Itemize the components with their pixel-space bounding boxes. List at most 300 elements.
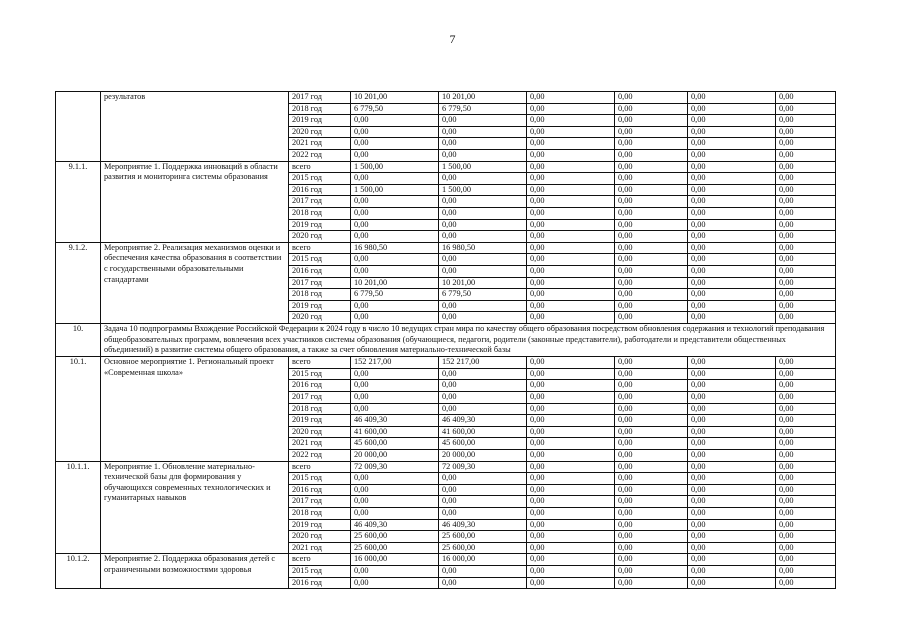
amount-cell: 0,00 [776, 554, 836, 566]
amount-cell: 0,00 [776, 254, 836, 266]
amount-cell: 0,00 [527, 207, 615, 219]
amount-cell: 0,00 [527, 289, 615, 301]
amount-cell: 20 000,00 [439, 450, 527, 462]
amount-cell: 0,00 [439, 149, 527, 161]
amount-cell: 0,00 [351, 507, 439, 519]
amount-cell: 0,00 [527, 103, 615, 115]
amount-cell: 0,00 [688, 426, 776, 438]
amount-cell: 0,00 [688, 357, 776, 369]
amount-cell: 0,00 [688, 196, 776, 208]
amount-cell: 0,00 [688, 450, 776, 462]
amount-cell: 0,00 [527, 484, 615, 496]
amount-cell: 0,00 [439, 403, 527, 415]
amount-cell: 0,00 [688, 415, 776, 427]
amount-cell: 0,00 [688, 149, 776, 161]
item-name: результатов [101, 92, 289, 162]
amount-cell: 0,00 [615, 426, 688, 438]
amount-cell: 0,00 [776, 300, 836, 312]
amount-cell: 0,00 [688, 219, 776, 231]
amount-cell: 0,00 [527, 173, 615, 185]
amount-cell: 0,00 [351, 254, 439, 266]
amount-cell: 0,00 [688, 277, 776, 289]
period-cell: 2020 год [289, 231, 351, 243]
amount-cell: 0,00 [439, 207, 527, 219]
period-cell: 2021 год [289, 138, 351, 150]
amount-cell: 16 000,00 [351, 554, 439, 566]
amount-cell: 0,00 [615, 92, 688, 104]
amount-cell: 6 779,50 [439, 289, 527, 301]
amount-cell: 0,00 [439, 507, 527, 519]
period-cell: 2019 год [289, 415, 351, 427]
amount-cell: 0,00 [688, 565, 776, 577]
amount-cell: 0,00 [615, 277, 688, 289]
amount-cell: 0,00 [615, 312, 688, 324]
period-cell: 2016 год [289, 265, 351, 277]
amount-cell: 0,00 [527, 565, 615, 577]
amount-cell: 0,00 [439, 473, 527, 485]
amount-cell: 0,00 [776, 380, 836, 392]
amount-cell: 0,00 [776, 138, 836, 150]
amount-cell: 0,00 [527, 450, 615, 462]
table-row [56, 161, 836, 173]
amount-cell: 46 409,30 [351, 519, 439, 531]
amount-cell: 0,00 [688, 554, 776, 566]
amount-cell: 0,00 [527, 219, 615, 231]
amount-cell: 45 600,00 [351, 438, 439, 450]
period-cell: 2018 год [289, 289, 351, 301]
amount-cell: 1 500,00 [351, 161, 439, 173]
amount-cell: 0,00 [615, 519, 688, 531]
amount-cell: 0,00 [351, 484, 439, 496]
amount-cell: 0,00 [351, 115, 439, 127]
amount-cell: 0,00 [615, 415, 688, 427]
amount-cell: 0,00 [688, 115, 776, 127]
period-cell: 2016 год [289, 577, 351, 589]
amount-cell: 0,00 [439, 565, 527, 577]
amount-cell: 0,00 [439, 254, 527, 266]
period-cell: всего [289, 461, 351, 473]
amount-cell: 0,00 [615, 103, 688, 115]
amount-cell: 0,00 [688, 531, 776, 543]
amount-cell: 0,00 [776, 438, 836, 450]
amount-cell: 0,00 [776, 265, 836, 277]
amount-cell: 0,00 [615, 207, 688, 219]
amount-cell: 0,00 [527, 380, 615, 392]
amount-cell: 0,00 [776, 126, 836, 138]
amount-cell: 152 217,00 [351, 357, 439, 369]
amount-cell: 0,00 [527, 507, 615, 519]
amount-cell: 0,00 [776, 531, 836, 543]
amount-cell: 0,00 [688, 507, 776, 519]
amount-cell: 0,00 [776, 357, 836, 369]
period-cell: 2016 год [289, 484, 351, 496]
period-cell: 2015 год [289, 173, 351, 185]
amount-cell: 46 409,30 [439, 519, 527, 531]
period-cell: 2018 год [289, 507, 351, 519]
amount-cell: 0,00 [527, 126, 615, 138]
amount-cell: 0,00 [615, 450, 688, 462]
amount-cell: 0,00 [688, 392, 776, 404]
period-cell: 2020 год [289, 312, 351, 324]
amount-cell: 0,00 [527, 231, 615, 243]
amount-cell: 0,00 [439, 484, 527, 496]
amount-cell: 0,00 [527, 531, 615, 543]
amount-cell: 0,00 [439, 126, 527, 138]
item-number: 10.1.2. [56, 554, 101, 589]
amount-cell: 0,00 [615, 531, 688, 543]
amount-cell: 0,00 [351, 380, 439, 392]
amount-cell: 0,00 [351, 368, 439, 380]
amount-cell: 0,00 [776, 92, 836, 104]
amount-cell: 0,00 [688, 173, 776, 185]
period-cell: 2022 год [289, 450, 351, 462]
amount-cell: 41 600,00 [439, 426, 527, 438]
item-name: Мероприятие 1. Обновление материально-технической базы для формирования у обучающихся современных технологических и гуманитарных навыков [101, 461, 289, 554]
amount-cell: 16 980,50 [439, 242, 527, 254]
period-cell: 2017 год [289, 496, 351, 508]
item-number: 9.1.1. [56, 161, 101, 242]
period-cell: 2020 год [289, 531, 351, 543]
amount-cell: 0,00 [688, 403, 776, 415]
amount-cell: 0,00 [776, 207, 836, 219]
amount-cell: 0,00 [776, 289, 836, 301]
amount-cell: 0,00 [688, 496, 776, 508]
period-cell: 2018 год [289, 207, 351, 219]
amount-cell: 0,00 [615, 242, 688, 254]
amount-cell: 20 000,00 [351, 450, 439, 462]
amount-cell: 0,00 [527, 196, 615, 208]
amount-cell: 0,00 [776, 473, 836, 485]
amount-cell: 0,00 [527, 496, 615, 508]
table-row [56, 92, 836, 104]
amount-cell: 72 009,30 [439, 461, 527, 473]
period-cell: 2016 год [289, 184, 351, 196]
budget-table [55, 91, 836, 589]
amount-cell: 0,00 [688, 254, 776, 266]
amount-cell: 0,00 [615, 484, 688, 496]
amount-cell: 0,00 [776, 277, 836, 289]
amount-cell: 0,00 [439, 577, 527, 589]
amount-cell: 0,00 [527, 149, 615, 161]
amount-cell: 0,00 [776, 184, 836, 196]
amount-cell: 0,00 [439, 368, 527, 380]
amount-cell: 0,00 [351, 392, 439, 404]
amount-cell: 0,00 [688, 207, 776, 219]
amount-cell: 0,00 [615, 126, 688, 138]
amount-cell: 0,00 [615, 149, 688, 161]
amount-cell: 0,00 [527, 438, 615, 450]
amount-cell: 0,00 [688, 126, 776, 138]
amount-cell: 72 009,30 [351, 461, 439, 473]
period-cell: всего [289, 161, 351, 173]
amount-cell: 0,00 [776, 312, 836, 324]
amount-cell: 25 600,00 [351, 531, 439, 543]
amount-cell: 0,00 [527, 415, 615, 427]
period-cell: 2017 год [289, 92, 351, 104]
amount-cell: 0,00 [527, 426, 615, 438]
amount-cell: 0,00 [527, 357, 615, 369]
amount-cell: 1 500,00 [439, 161, 527, 173]
amount-cell: 0,00 [351, 473, 439, 485]
amount-cell: 0,00 [527, 392, 615, 404]
amount-cell: 0,00 [615, 507, 688, 519]
period-cell: 2019 год [289, 300, 351, 312]
amount-cell: 16 000,00 [439, 554, 527, 566]
amount-cell: 0,00 [351, 231, 439, 243]
item-number: 9.1.2. [56, 242, 101, 323]
amount-cell: 0,00 [688, 542, 776, 554]
amount-cell: 0,00 [688, 161, 776, 173]
amount-cell: 0,00 [688, 312, 776, 324]
amount-cell: 6 779,50 [351, 289, 439, 301]
amount-cell: 0,00 [351, 126, 439, 138]
amount-cell: 0,00 [351, 312, 439, 324]
amount-cell: 10 201,00 [351, 92, 439, 104]
amount-cell: 0,00 [615, 438, 688, 450]
amount-cell: 0,00 [527, 277, 615, 289]
amount-cell: 0,00 [439, 196, 527, 208]
amount-cell: 0,00 [527, 242, 615, 254]
table-row [56, 357, 836, 369]
task-number: 10. [56, 323, 101, 356]
period-cell: 2020 год [289, 426, 351, 438]
amount-cell: 0,00 [615, 289, 688, 301]
amount-cell: 0,00 [439, 496, 527, 508]
amount-cell: 41 600,00 [351, 426, 439, 438]
item-name: Мероприятие 1. Поддержка инноваций в области развития и мониторинга системы образования [101, 161, 289, 242]
amount-cell: 0,00 [776, 392, 836, 404]
amount-cell: 0,00 [527, 138, 615, 150]
amount-cell: 152 217,00 [439, 357, 527, 369]
table-row [56, 461, 836, 473]
amount-cell: 0,00 [351, 403, 439, 415]
amount-cell: 0,00 [776, 484, 836, 496]
amount-cell: 0,00 [351, 149, 439, 161]
amount-cell: 1 500,00 [351, 184, 439, 196]
amount-cell: 0,00 [615, 554, 688, 566]
amount-cell: 0,00 [615, 380, 688, 392]
period-cell: всего [289, 242, 351, 254]
amount-cell: 6 779,50 [439, 103, 527, 115]
amount-cell: 0,00 [615, 357, 688, 369]
amount-cell: 0,00 [615, 161, 688, 173]
amount-cell: 0,00 [615, 403, 688, 415]
amount-cell: 0,00 [615, 219, 688, 231]
amount-cell: 0,00 [351, 138, 439, 150]
period-cell: 2015 год [289, 565, 351, 577]
amount-cell: 0,00 [776, 149, 836, 161]
amount-cell: 0,00 [615, 461, 688, 473]
amount-cell: 0,00 [615, 115, 688, 127]
amount-cell: 25 600,00 [351, 542, 439, 554]
amount-cell: 16 980,50 [351, 242, 439, 254]
amount-cell: 0,00 [527, 519, 615, 531]
amount-cell: 0,00 [615, 184, 688, 196]
amount-cell: 25 600,00 [439, 542, 527, 554]
task-row [56, 323, 836, 356]
amount-cell: 0,00 [527, 265, 615, 277]
amount-cell: 0,00 [776, 577, 836, 589]
amount-cell: 0,00 [615, 542, 688, 554]
amount-cell: 0,00 [776, 161, 836, 173]
amount-cell: 0,00 [688, 519, 776, 531]
item-name: Мероприятие 2. Поддержка образования детей с ограниченными возможностями здоровья [101, 554, 289, 589]
amount-cell: 0,00 [688, 138, 776, 150]
amount-cell: 1 500,00 [439, 184, 527, 196]
item-name: Мероприятие 2. Реализация механизмов оценки и обеспечения качества образования в соответствии с государственными образовательными стандартами [101, 242, 289, 323]
amount-cell: 0,00 [615, 577, 688, 589]
amount-cell: 0,00 [527, 554, 615, 566]
amount-cell: 0,00 [439, 219, 527, 231]
amount-cell: 0,00 [439, 312, 527, 324]
amount-cell: 0,00 [615, 138, 688, 150]
amount-cell: 0,00 [688, 438, 776, 450]
item-name: Основное мероприятие 1. Региональный проект «Современная школа» [101, 357, 289, 461]
amount-cell: 46 409,30 [351, 415, 439, 427]
period-cell: 2019 год [289, 115, 351, 127]
amount-cell: 0,00 [527, 577, 615, 589]
page-number: 7 [449, 32, 456, 46]
amount-cell: 0,00 [351, 173, 439, 185]
amount-cell: 0,00 [527, 300, 615, 312]
amount-cell: 0,00 [439, 380, 527, 392]
amount-cell: 10 201,00 [351, 277, 439, 289]
amount-cell: 0,00 [776, 219, 836, 231]
period-cell: 2015 год [289, 368, 351, 380]
amount-cell: 0,00 [439, 300, 527, 312]
amount-cell: 0,00 [776, 496, 836, 508]
period-cell: 2018 год [289, 403, 351, 415]
amount-cell: 0,00 [688, 103, 776, 115]
amount-cell: 6 779,50 [351, 103, 439, 115]
amount-cell: 0,00 [351, 265, 439, 277]
amount-cell: 0,00 [351, 577, 439, 589]
amount-cell: 0,00 [688, 461, 776, 473]
amount-cell: 0,00 [527, 368, 615, 380]
amount-cell: 0,00 [688, 368, 776, 380]
amount-cell: 10 201,00 [439, 92, 527, 104]
amount-cell: 0,00 [688, 242, 776, 254]
period-cell: 2017 год [289, 196, 351, 208]
amount-cell: 0,00 [615, 473, 688, 485]
amount-cell: 0,00 [527, 403, 615, 415]
amount-cell: 0,00 [439, 138, 527, 150]
amount-cell: 0,00 [776, 103, 836, 115]
amount-cell: 46 409,30 [439, 415, 527, 427]
period-cell: 2015 год [289, 473, 351, 485]
amount-cell: 0,00 [688, 473, 776, 485]
period-cell: всего [289, 357, 351, 369]
period-cell: 2022 год [289, 149, 351, 161]
amount-cell: 45 600,00 [439, 438, 527, 450]
amount-cell: 0,00 [615, 265, 688, 277]
amount-cell: 0,00 [527, 312, 615, 324]
item-number: 10.1.1. [56, 461, 101, 554]
amount-cell: 0,00 [527, 115, 615, 127]
amount-cell: 10 201,00 [439, 277, 527, 289]
amount-cell: 0,00 [615, 231, 688, 243]
period-cell: 2017 год [289, 277, 351, 289]
period-cell: 2021 год [289, 438, 351, 450]
amount-cell: 0,00 [527, 184, 615, 196]
amount-cell: 0,00 [615, 300, 688, 312]
amount-cell: 0,00 [688, 380, 776, 392]
amount-cell: 0,00 [439, 115, 527, 127]
amount-cell: 0,00 [776, 196, 836, 208]
period-cell: всего [289, 554, 351, 566]
amount-cell: 0,00 [351, 496, 439, 508]
amount-cell: 0,00 [688, 231, 776, 243]
amount-cell: 0,00 [688, 184, 776, 196]
amount-cell: 0,00 [615, 392, 688, 404]
amount-cell: 0,00 [688, 92, 776, 104]
item-number: 10.1. [56, 357, 101, 461]
task-description: Задача 10 подпрограммы Вхождение Российской Федерации к 2024 году в число 10 ведущих стран мира по качеству общего образования посредством обновления содержания и технологий преподавания общеобразовательных программ, вовлечения всех участников системы образования (обучающиеся, педагоги, родители (законные представители), работодатели и представители общественных объединений) в развитие системы общего образования, а также за счет обновления материально-технической базы [101, 323, 836, 356]
table-row [56, 554, 836, 566]
amount-cell: 0,00 [776, 368, 836, 380]
amount-cell: 0,00 [776, 507, 836, 519]
amount-cell: 0,00 [688, 265, 776, 277]
amount-cell: 0,00 [615, 565, 688, 577]
amount-cell: 0,00 [439, 231, 527, 243]
amount-cell: 0,00 [776, 542, 836, 554]
amount-cell: 25 600,00 [439, 531, 527, 543]
period-cell: 2017 год [289, 392, 351, 404]
period-cell: 2018 год [289, 103, 351, 115]
amount-cell: 0,00 [615, 196, 688, 208]
amount-cell: 0,00 [527, 92, 615, 104]
amount-cell: 0,00 [351, 565, 439, 577]
table-row [56, 242, 836, 254]
amount-cell: 0,00 [776, 519, 836, 531]
period-cell: 2019 год [289, 519, 351, 531]
amount-cell: 0,00 [351, 196, 439, 208]
amount-cell: 0,00 [615, 254, 688, 266]
period-cell: 2019 год [289, 219, 351, 231]
amount-cell: 0,00 [439, 265, 527, 277]
amount-cell: 0,00 [688, 300, 776, 312]
amount-cell: 0,00 [776, 461, 836, 473]
amount-cell: 0,00 [615, 368, 688, 380]
amount-cell: 0,00 [776, 115, 836, 127]
amount-cell: 0,00 [688, 484, 776, 496]
amount-cell: 0,00 [776, 242, 836, 254]
period-cell: 2016 год [289, 380, 351, 392]
amount-cell: 0,00 [527, 542, 615, 554]
amount-cell: 0,00 [527, 473, 615, 485]
period-cell: 2015 год [289, 254, 351, 266]
amount-cell: 0,00 [439, 392, 527, 404]
amount-cell: 0,00 [776, 173, 836, 185]
period-cell: 2021 год [289, 542, 351, 554]
amount-cell: 0,00 [351, 300, 439, 312]
amount-cell: 0,00 [615, 173, 688, 185]
amount-cell: 0,00 [615, 496, 688, 508]
amount-cell: 0,00 [351, 219, 439, 231]
amount-cell: 0,00 [776, 403, 836, 415]
amount-cell: 0,00 [776, 415, 836, 427]
period-cell: 2020 год [289, 126, 351, 138]
amount-cell: 0,00 [776, 426, 836, 438]
amount-cell: 0,00 [527, 161, 615, 173]
amount-cell: 0,00 [688, 289, 776, 301]
amount-cell: 0,00 [527, 254, 615, 266]
amount-cell: 0,00 [776, 450, 836, 462]
amount-cell: 0,00 [688, 577, 776, 589]
amount-cell: 0,00 [439, 173, 527, 185]
amount-cell: 0,00 [776, 565, 836, 577]
amount-cell: 0,00 [527, 461, 615, 473]
